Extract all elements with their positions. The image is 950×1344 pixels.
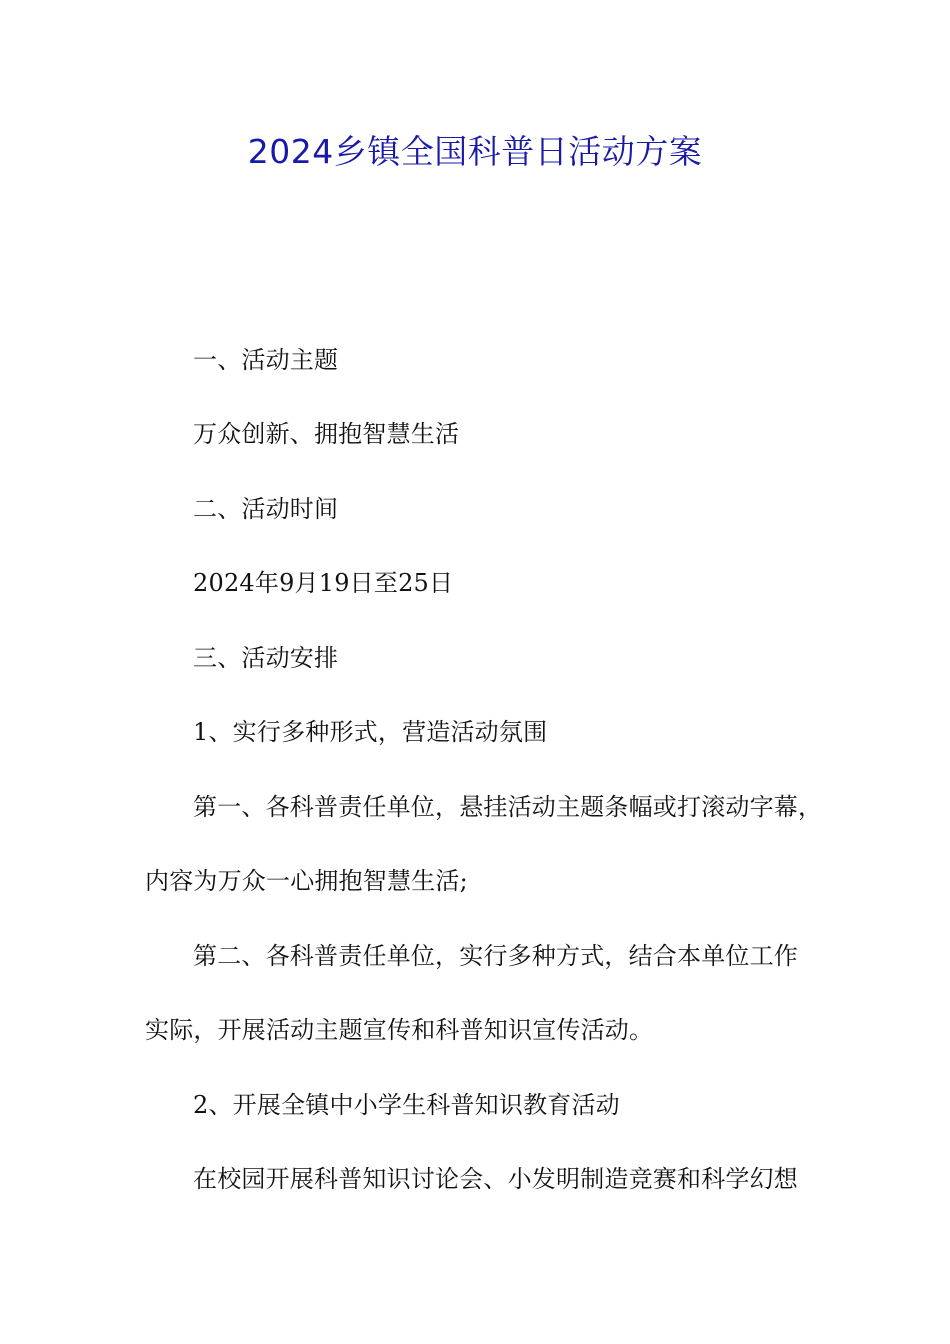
section-heading-theme: 一、活动主题 xyxy=(193,346,339,374)
paragraph-line: 第二、各科普责任单位，实行多种方式，结合本单位工作 xyxy=(193,942,798,970)
paragraph-line: 在校园开展科普知识讨论会、小发明制造竞赛和科学幻想 xyxy=(193,1165,798,1193)
paragraph-line: 内容为万众一心拥抱智慧生活; xyxy=(145,867,468,895)
theme-text: 万众创新、拥抱智慧生活 xyxy=(193,420,460,448)
time-text: 2024年9月19日至25日 xyxy=(193,569,454,597)
subheading-forms: 1、实行多种形式，营造活动氛围 xyxy=(193,718,548,746)
paragraph-line: 第一、各科普责任单位，悬挂活动主题条幅或打滚动字幕， xyxy=(193,793,823,821)
subheading-education: 2、开展全镇中小学生科普知识教育活动 xyxy=(193,1091,620,1119)
paragraph-line: 实际，开展活动主题宣传和科普知识宣传活动。 xyxy=(145,1016,654,1044)
document-title: 2024乡镇全国科普日活动方案 xyxy=(247,132,703,171)
section-heading-time: 二、活动时间 xyxy=(193,495,339,523)
section-heading-arrangement: 三、活动安排 xyxy=(193,644,339,672)
